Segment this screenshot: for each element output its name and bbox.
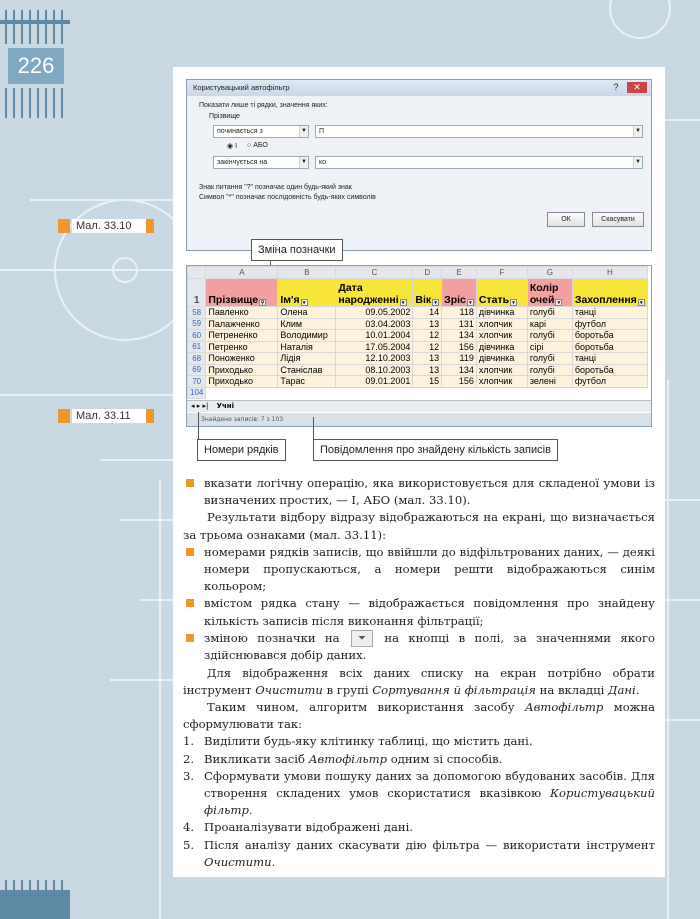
or-label: АБО xyxy=(253,142,268,149)
table-cell[interactable]: 08.10.2003 xyxy=(336,364,413,376)
chevron-down-icon: ▼ xyxy=(633,157,642,168)
show-rows-label: Показати лише ті рядки, значення яких: xyxy=(199,102,328,109)
filter-dropdown-icon[interactable]: ▾ xyxy=(638,299,645,306)
callout-line xyxy=(198,412,199,440)
condition2-operator-value: закінчується на xyxy=(217,159,268,166)
table-cell[interactable]: голубі xyxy=(527,364,572,376)
sheet-tab[interactable]: Учні xyxy=(216,402,235,410)
figure-label-text: Мал. 33.11 xyxy=(72,409,146,423)
dialog-title: Користувацький автофільтр xyxy=(187,80,651,96)
header-cell[interactable] xyxy=(206,279,278,307)
col-letter[interactable]: F xyxy=(476,267,527,279)
column-letters-row xyxy=(188,267,648,279)
bullet-item xyxy=(183,630,655,665)
header-text: Захоплення xyxy=(574,294,637,306)
table-cell[interactable]: Наталія xyxy=(278,341,336,353)
table-cell[interactable]: 09.01.2001 xyxy=(336,376,413,388)
callout-line xyxy=(313,417,314,439)
table-cell[interactable]: 10.01.2004 xyxy=(336,330,413,342)
text-span: зміною позначки на xyxy=(204,630,340,645)
filter-dropdown-icon[interactable]: ▾ xyxy=(400,299,407,306)
step-item: 4. Проаналізувати відображені дані. xyxy=(183,820,414,835)
row-number[interactable]: 68 xyxy=(188,353,206,365)
table-cell[interactable]: 156 xyxy=(442,376,477,388)
and-radio[interactable]: ◉ І xyxy=(227,143,238,150)
header-text: Вік xyxy=(415,294,432,306)
bullet-item: номерами рядків записів, що ввійшли до відфільтрованих даних, — деякі номери пропускаються, а номери решти відображаються синім кольором; xyxy=(183,544,655,596)
and-label: І xyxy=(235,143,238,150)
text-span: Викликати засіб xyxy=(204,751,309,766)
table-cell[interactable]: Приходько xyxy=(206,376,278,388)
table-cell[interactable]: Палажченко xyxy=(206,318,278,330)
table-cell[interactable]: 03.04.2003 xyxy=(336,318,413,330)
col-letter[interactable]: H xyxy=(572,267,647,279)
row-number[interactable]: 59 xyxy=(188,318,206,330)
hint-question-mark: Знак питання "?" позначає один будь-який знак xyxy=(199,184,352,191)
header-text: Стать xyxy=(478,294,510,306)
row-number[interactable]: 70 xyxy=(188,376,206,388)
callout-status-message: Повідомлення про знайдену кількість записів xyxy=(313,439,558,461)
text-span: Сформувати умови пошуку даних за допомогою вбудованих засобів. Для створення складених умов скористатися вказівкою xyxy=(204,768,655,800)
table-cell[interactable]: 156 xyxy=(442,341,477,353)
select-all-corner[interactable] xyxy=(188,267,206,279)
table-cell[interactable]: 09.05.2002 xyxy=(336,307,413,319)
row-number[interactable]: 61 xyxy=(188,341,206,353)
text-span: Виділити будь-яку клітинку таблиці, що містить дані. xyxy=(204,734,533,749)
row-number[interactable]: 60 xyxy=(188,330,206,342)
col-letter[interactable]: D xyxy=(413,267,442,279)
table-cell[interactable]: боротьба xyxy=(572,330,647,342)
data-table xyxy=(187,266,648,399)
text-span: Дані xyxy=(608,682,636,697)
text-span: Користувацький фільтр xyxy=(204,785,655,818)
table-cell[interactable]: Петренко xyxy=(206,341,278,353)
table-cell[interactable]: футбол xyxy=(572,318,647,330)
table-cell[interactable]: Клим xyxy=(278,318,336,330)
col-letter[interactable]: B xyxy=(278,267,336,279)
col-letter[interactable]: C xyxy=(336,267,413,279)
header-cell[interactable] xyxy=(572,279,647,307)
text-span: Очистити xyxy=(255,682,323,697)
table-row xyxy=(188,364,648,376)
header-cell[interactable] xyxy=(413,279,442,307)
chevron-down-icon: ▼ xyxy=(633,126,642,137)
table-cell[interactable]: 134 xyxy=(442,330,477,342)
header-cell[interactable] xyxy=(278,279,336,307)
hint-asterisk: Символ "*" позначає послідовність будь-яких символів xyxy=(199,194,376,201)
header-cell[interactable] xyxy=(442,279,477,307)
bullet-item: вмістом рядка стану — відображається повідомлення про знайдену кількість записів після виконання фільтрації; xyxy=(183,595,655,629)
text-span: Сортування й фільтрація xyxy=(372,682,536,697)
help-icon[interactable]: ? xyxy=(613,82,619,92)
table-cell[interactable]: Лідія xyxy=(278,353,336,365)
status-bar: Знайдено записів: 7 з 103 xyxy=(187,413,652,427)
figure-label-33-11 xyxy=(58,408,156,424)
filter-dropdown-icon[interactable]: ▾ xyxy=(510,299,517,306)
header-cell[interactable] xyxy=(336,279,413,307)
page-number: 226 xyxy=(8,48,64,84)
filter-dropdown-icon[interactable]: ▾ xyxy=(301,299,308,306)
text-span: Автофільтр xyxy=(524,699,604,714)
table-row xyxy=(188,376,648,388)
text-span: . xyxy=(635,682,640,697)
figure-label-33-10 xyxy=(58,218,156,234)
table-cell[interactable]: 13 xyxy=(413,318,442,330)
text-span: Очистити xyxy=(204,854,272,869)
table-cell[interactable]: боротьба xyxy=(572,341,647,353)
table-cell[interactable]: Павленко xyxy=(206,307,278,319)
condition1-value-input[interactable] xyxy=(315,125,643,138)
step-item: 2. Викликати засіб Автофільтр одним зі способів. xyxy=(183,751,503,766)
table-cell[interactable]: хлопчик xyxy=(476,376,527,388)
table-cell[interactable]: боротьба xyxy=(572,364,647,376)
table-cell[interactable]: 119 xyxy=(442,353,477,365)
table-cell[interactable]: 13 xyxy=(413,364,442,376)
table-cell[interactable]: 14 xyxy=(413,307,442,319)
header-text: Ім'я xyxy=(280,294,300,306)
table-row xyxy=(188,307,648,319)
table-cell[interactable]: зелені xyxy=(527,376,572,388)
table-cell[interactable]: 131 xyxy=(442,318,477,330)
text-span: . xyxy=(248,803,253,818)
table-cell[interactable]: сірі xyxy=(527,341,572,353)
spreadsheet xyxy=(186,265,652,427)
table-cell[interactable]: Олена xyxy=(278,307,336,319)
condition1-operator-select[interactable] xyxy=(213,125,309,138)
text-span: можна сформулювати так: xyxy=(183,699,655,732)
row-number[interactable]: 69 xyxy=(188,364,206,376)
chevron-down-icon: ▼ xyxy=(299,157,308,168)
data-rows xyxy=(188,307,648,388)
table-cell[interactable]: хлопчик xyxy=(476,364,527,376)
table-cell[interactable]: Приходько xyxy=(206,364,278,376)
text-span: на кнопці в полі, за значеннями якого здійснювався добір даних. xyxy=(204,630,655,663)
row-number[interactable]: 1 xyxy=(188,279,206,307)
header-text: Колір очей xyxy=(529,282,559,306)
table-cell[interactable]: Тарас xyxy=(278,376,336,388)
sheet-tabs-bar: ◂ ▸ ▸| Учні xyxy=(187,400,652,412)
text-span: одним зі способів. xyxy=(387,751,503,766)
table-cell[interactable]: карі xyxy=(527,318,572,330)
col-letter[interactable]: E xyxy=(442,267,477,279)
row-number[interactable]: 58 xyxy=(188,307,206,319)
step-item: 5. Після аналізу даних скасувати дію фільтра — використати інструмент Очистити. xyxy=(183,837,655,869)
col-letter[interactable]: A xyxy=(206,267,278,279)
table-cell[interactable]: 118 xyxy=(442,307,477,319)
row-number[interactable]: 104 xyxy=(188,387,206,399)
filter-dropdown-icon[interactable]: ▾ xyxy=(467,299,474,306)
paragraph xyxy=(183,699,655,733)
table-cell[interactable]: Поноженко xyxy=(206,353,278,365)
header-text: Прізвище xyxy=(208,294,259,306)
table-cell[interactable]: голубі xyxy=(527,330,572,342)
table-cell[interactable]: футбол xyxy=(572,376,647,388)
text-span: Проаналізувати відображені дані. xyxy=(204,820,414,835)
text-span: на вкладці xyxy=(535,682,609,697)
table-cell[interactable]: хлопчик xyxy=(476,318,527,330)
table-cell[interactable]: голубі xyxy=(527,307,572,319)
table-cell[interactable]: 12 xyxy=(413,330,442,342)
page-content xyxy=(173,67,665,877)
col-letter[interactable]: G xyxy=(527,267,572,279)
callout-change-mark: Зміна позначки xyxy=(251,239,343,261)
table-cell[interactable]: 12.10.2003 xyxy=(336,353,413,365)
table-row xyxy=(188,341,648,353)
paragraph xyxy=(183,665,655,699)
condition1-value: П xyxy=(319,128,325,135)
close-icon[interactable]: ✕ xyxy=(627,82,647,93)
table-cell[interactable]: хлопчик xyxy=(476,330,527,342)
bullet-item: вказати логічну операцію, яка використовується для складеної умови із визначених простих, — І, АБО (мал. 33.10). xyxy=(183,475,655,509)
table-cell[interactable]: 13 xyxy=(413,353,442,365)
figure-label-text: Мал. 33.10 xyxy=(72,219,146,233)
body-text xyxy=(183,475,655,871)
table-cell[interactable]: танці xyxy=(572,307,647,319)
header-text: Дата народженні xyxy=(338,282,399,306)
table-cell[interactable]: 15 xyxy=(413,376,442,388)
chevron-down-icon: ▼ xyxy=(299,126,308,137)
text-span: Після аналізу даних скасувати дію фільтра — використати інструмент xyxy=(204,837,655,852)
condition2-value: ко xyxy=(319,159,327,166)
condition2-value-input[interactable] xyxy=(315,156,643,169)
callout-row-numbers: Номери рядків xyxy=(197,439,286,461)
field-name-label: Прізвище xyxy=(209,113,240,120)
table-cell[interactable]: голубі xyxy=(527,353,572,365)
table-cell[interactable]: дівчинка xyxy=(476,307,527,319)
table-cell[interactable]: дівчинка xyxy=(476,353,527,365)
next-row xyxy=(188,387,648,399)
table-cell[interactable]: 17.05.2004 xyxy=(336,341,413,353)
table-cell[interactable]: танці xyxy=(572,353,647,365)
cancel-button[interactable]: Скасувати xyxy=(592,212,644,227)
filter-icon: ⏷ xyxy=(351,630,373,647)
table-cell[interactable]: Петрененко xyxy=(206,330,278,342)
text-span: . xyxy=(271,854,276,869)
table-row xyxy=(188,330,648,342)
text-span: в групі xyxy=(322,682,373,697)
table-row xyxy=(188,353,648,365)
step-item: 3. Сформувати умови пошуку даних за допомогою вбудованих засобів. Для створення складених умов скористатися вказівкою Користувацький фільтр. xyxy=(183,768,655,818)
or-radio[interactable]: ○ АБО xyxy=(247,142,268,149)
step-item: 1. Виділити будь-яку клітинку таблиці, що містить дані. xyxy=(183,734,533,749)
table-row xyxy=(188,318,648,330)
table-cell[interactable]: Володимир xyxy=(278,330,336,342)
table-cell[interactable]: Станіслав xyxy=(278,364,336,376)
filter-active-icon[interactable]: ⚲ xyxy=(260,300,265,306)
paragraph: Результати відбору відразу відображаються на екрані, що визначається за трьома ознаками (мал. 33.11): xyxy=(183,510,655,542)
text-span: Для відображення всіх даних списку на екран потрібно обрати інструмент xyxy=(183,665,655,697)
condition2-operator-select[interactable] xyxy=(213,156,309,169)
condition1-operator-value: починається з xyxy=(217,128,263,135)
header-cell[interactable] xyxy=(527,279,572,307)
table-cell[interactable]: дівчинка xyxy=(476,341,527,353)
table-cell[interactable]: 134 xyxy=(442,364,477,376)
header-text: Зріс xyxy=(444,294,466,306)
ok-button[interactable]: ОК xyxy=(547,212,585,227)
text-span: Таким чином, алгоритм використання засобу xyxy=(207,699,525,714)
filter-dropdown-icon[interactable]: ▾ xyxy=(555,299,562,306)
custom-autofilter-dialog xyxy=(186,79,652,251)
text-span: Автофільтр xyxy=(308,751,388,766)
table-cell[interactable]: 12 xyxy=(413,341,442,353)
header-row xyxy=(188,279,648,307)
header-cell[interactable] xyxy=(476,279,527,307)
filter-dropdown-icon[interactable]: ▾ xyxy=(432,299,439,306)
